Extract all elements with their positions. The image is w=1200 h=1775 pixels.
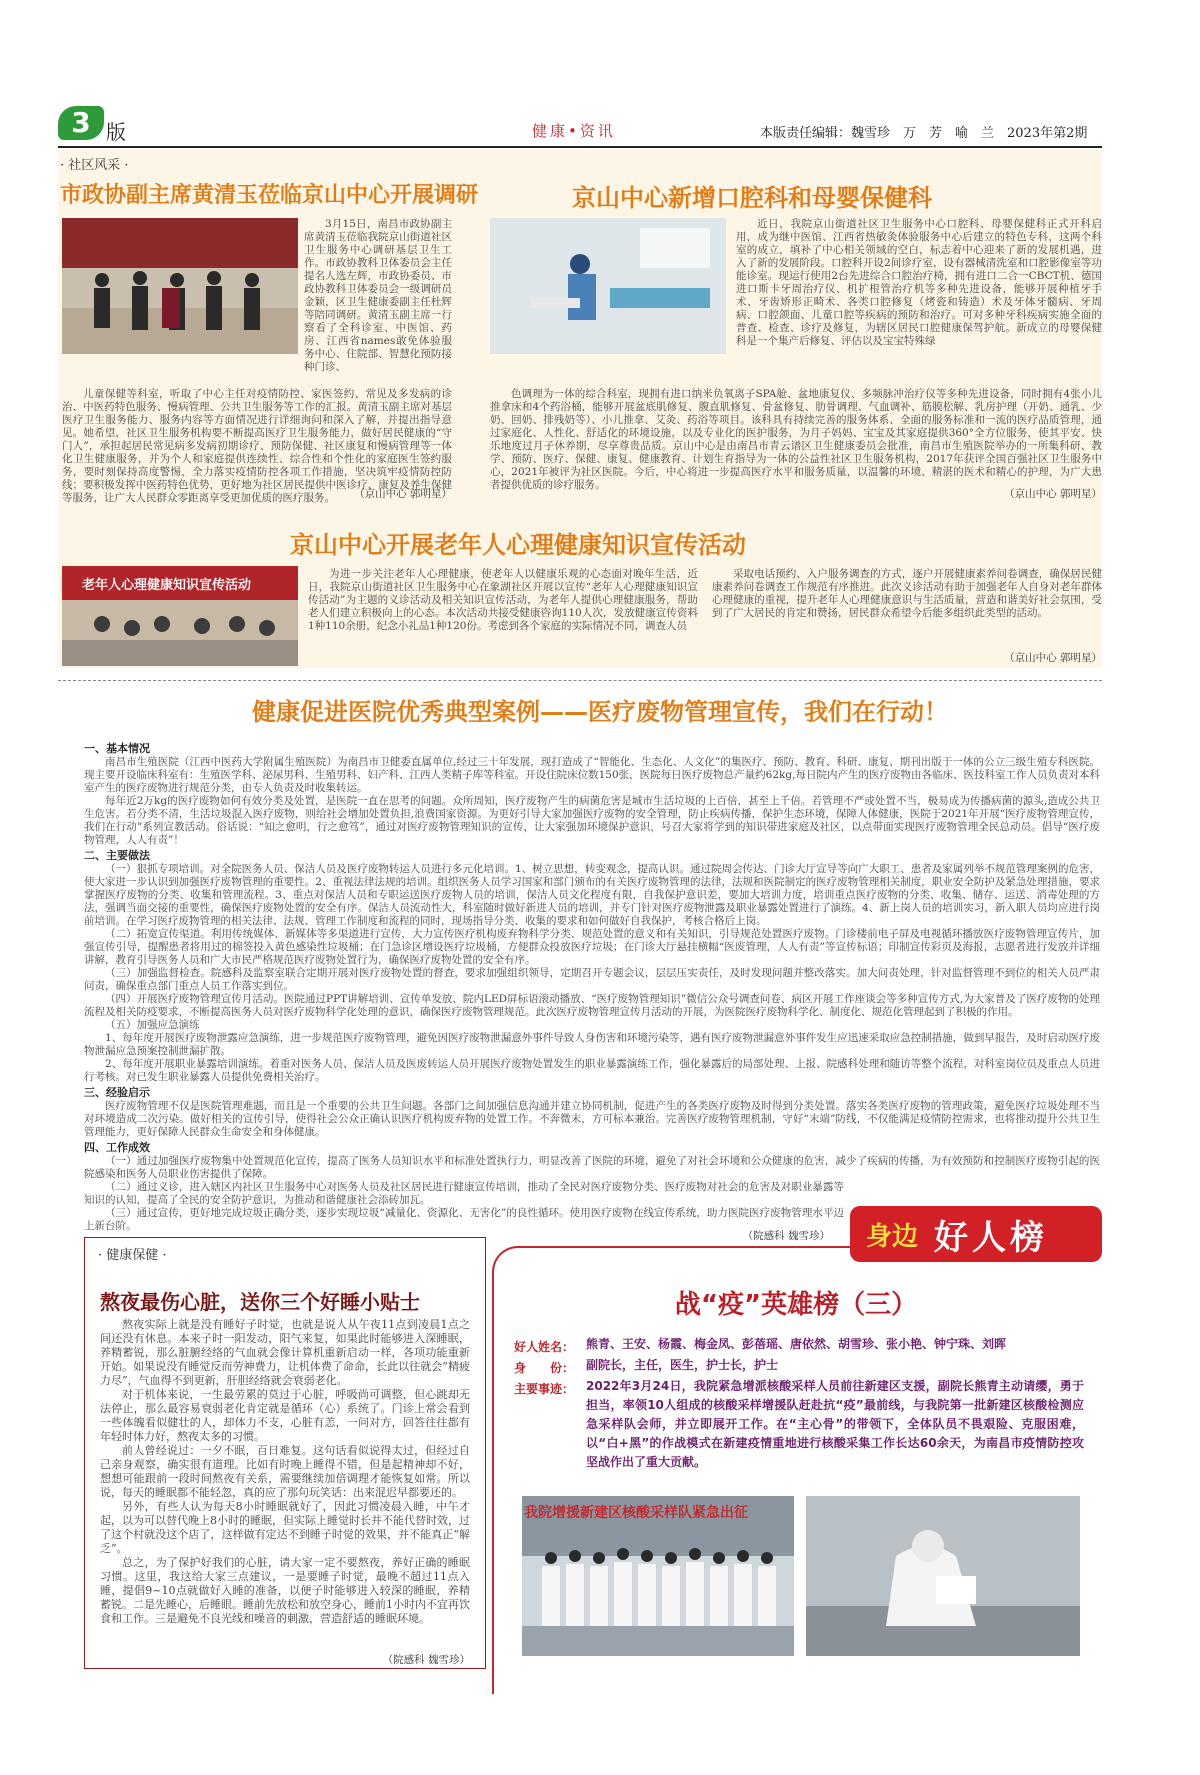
health-care-paragraph: 熬夜实际上就是没有睡好子时觉，也就是说人从午夜11点到凌晨1点之间还没有休息。本来子时一阳发动，阳气来复，如果此时能够进入深睡眠，养精蓄锐，那么脏腑经络的气血就会像计算机重新启动一样，各项功能重新开始。如果说没有睡觉反而劳神费力，让机体费了命命，长此以往就会“精疲力尽”，气血得不到更新，肝胆经络就会衰弱老化。 — [100, 1318, 470, 1387]
health-care-paragraph: 对于机体来说，一生最劳累的莫过于心脏，呼吸尚可调整，但心跳却无法停止，那么最容易衰弱老化肯定就是循环（心）系统了。门诊上常会看到一些体魄看似健壮的人，却体力不支，心脏有恙，一问对方，回答往往都有年轻时体力好，熬夜太多的习惯。 — [100, 1388, 470, 1443]
health-care-credit: （院感科 魏雪珍） — [382, 1654, 470, 1666]
article3-title: 京山中心开展老年人心理健康知识宣传活动 — [290, 531, 746, 559]
article3-photo-banner: 老年人心理健康知识宣传活动 — [82, 578, 252, 593]
names-label: 好人姓名： — [514, 1340, 575, 1354]
article1-credit: （京山中心 郭明星） — [354, 488, 452, 500]
page-number-badge — [58, 106, 104, 140]
page-number: 3 — [71, 106, 91, 139]
health-care-title: 熬夜最伤心脏，送你三个好睡小贴士 — [100, 1290, 420, 1314]
editors-line: 本版责任编辑：魏雪珍 万 芳 喻 兰 2023年第2期 — [760, 126, 1088, 141]
badge-text-part2: 好人榜 — [934, 1218, 1048, 1258]
article1-body-right: 3月15日，南昌市政协副主席黄清玉莅临我院京山街道社区卫生服务中心调研基层卫生工作。市政协教科卫体委员会主任提名人选左辉，市政协委员、市政协教科卫体委员会一级调研员金颖，区卫生健康委副主任杜辉等陪同调研。黄清玉副主席一行察看了全科诊室、中医馆、药房、江西省names敢免体验服务中心、住院部、智慧化预防接种门诊、 — [304, 218, 452, 373]
position-value: 副院长，主任，医生，护士长，护士 — [586, 1358, 779, 1372]
column-name: 健康•资讯 — [532, 122, 616, 140]
article2-body-full: 色调理为一体的综合科室，现拥有进口纳米负氧离子SPA舱、盆地康复仪、多频脉冲治疗仪等多种先进设备，同时拥有4张小儿推拿床和4个药浴桶，能够开展盆底肌修复、腹直肌修复、骨盆修复、肋骨调理、气血调补、筋膜松解、乳房护理（开奶、通乳、少奶、回奶、排残奶等）、小儿推拿、艾灸、药浴等项目。该科具有持续完善的服务体系、全面的服务标准和一流的医疗品质管理，通过家庭化、人性化、舒适化的环境设施，以及专业化的医护服务，为月子妈妈、宝宝及其家庭提供360°全方位服务，使其平安、快乐地度过月子休养期，尽享尊贵品质。京山中心是由南昌市青云谱区卫生健康委员会批准，南昌市生殖医院举办的一所集科研、教学、预防、医疗、保健、康复、健康教育、计划生育指导为一体的公益性社区卫生服务机构，2017年获评全国百强社区卫生服务中心，2021年被评为社区医院。今后，中心将进一步提高医疗水平和服务质量，以温馨的环境、精湛的医术和精心的护理，为广大患者提供优质的诊疗服务。 — [490, 388, 1102, 491]
page-label: 版 — [106, 120, 126, 144]
article1-photo — [62, 218, 298, 354]
names-value: 熊青、王安、杨霞、梅金凤、彭蓓瑶、唐依然、胡雪珍、张小艳、钟宁珠、刘晖 — [586, 1337, 1007, 1351]
header-rule — [58, 146, 1102, 148]
health-care-paragraph: 总之，为了保护好我们的心脏，请大家一定不要熬夜，养好正确的睡眠习惯。这里，我这给大家三点建议，一是要睡子时觉，最晚不超过11点入睡，提倡9~10点就做好入睡的准备，以便子时能够进入较深的睡眠，养精蓄锐。二是先睡心，后睡眼。睡前先放松和放空身心，睡前1小时内不宜再饮食和工作。三是避免不良光线和噪音的刺激，营造舒适的睡眠环境。 — [100, 1556, 470, 1625]
feature-paragraph: （三）加强监督检查。院感科及监察室联合定期开展对医疗废物处置的督查，要求加强组织领导，定期召开专题会议，层层压实责任，及时发现问题并整改落实。加大问责处理，针对监督管理不到位的相关人员严肃问责，确保重点部门重点人员工作落实到位。 — [84, 967, 1100, 992]
section-tag-health: · 健康保健 · — [98, 1248, 167, 1263]
position-label: 身 份： — [514, 1361, 575, 1375]
health-care-body — [100, 1318, 470, 1654]
article1-body-full: 儿童保健等科室，听取了中心主任对疫情防控、家医签约、常见及多发病的诊治、中医药特色服务、慢病管理、公共卫生服务等工作的汇报。黄清玉副主席对基层医疗卫生服务能力、服务内容等方面情况进行详细询问和深入了解，并提出指导意见。她希望，社区卫生服务机构要不断提高医疗卫生服务能力，做好居民健康的“守门人”，承担起居民常见病多发病初期诊疗、预防保健、社区康复和慢病管理等一体化卫生健康服务，并为个人和家庭提供连续性、综合性和个性化的家庭医生签约服务，要时刻保持高度警惕，全力落实疫情防控各项工作措施，坚决筑牢疫情防控防线；要积极发挥中医药特色优势，更好地为社区居民提供中医诊疗、康复及养生保健等服务，让广大人民群众零距离享受更加优质的医疗服务。 — [62, 388, 452, 504]
feature-credit: （院感科 魏雪珍） — [742, 1230, 830, 1242]
feature-paragraph: 2、每年度开展职业暴露培训演练。着重对医务人员、保洁人员及医废转运人员开展医疗废物处置发生的职业暴露演练工作，强化暴露后的局部处理、上报、院感科处理和随访等整个流程，对科室岗位员及重点人员进行考核。对已发生职业暴露人员提供免费相关治疗。 — [84, 1058, 1100, 1083]
article3-body-col1: 为进一步关注老年人心理健康，使老年人以健康乐观的心态面对晚年生活，近日，我院京山街道社区卫生服务中心在象湖社区开展以宣传“老年人心理健康知识宣传活动”为主题的义诊活动及相关知识宣传活动，为老年人提供心理健康服务，帮助老人们建立积极向上的心态。本次活动共接受健康咨询110人次，发放健康宣传资料1种110余册，纪念小礼品1种120份。考虑到各个家庭的实际情况不同，调查人员 — [308, 568, 698, 632]
feature-heading-4: 四、工作成效 — [84, 1141, 150, 1154]
article2-credit: （京山中心 郭明星） — [1004, 488, 1102, 500]
hero-list-title: 战“疫”英雄榜（三） — [674, 1290, 918, 1320]
article1-title: 市政协副主席黄清玉莅临京山中心开展调研 — [60, 183, 479, 208]
deeds-label: 主要事迹： — [514, 1382, 575, 1396]
feature-heading-2: 二、主要做法 — [84, 849, 150, 862]
article2-photo — [490, 218, 726, 354]
health-care-paragraph: 另外，有些人认为每天8小时睡眠就好了，因此习惯凌晨入睡，中午才起，以为可以替代晚上8小时的睡眠，但实际上睡觉时长并不能代替时效，过了这个村就没这个店了，这样做有定达不到睡子时觉的效果，并不能真正“解乏”。 — [100, 1500, 470, 1555]
meeting-photo-illustration — [62, 218, 298, 354]
feature-paragraph: 医疗废物管理不仅是医院管理难题，而且是一个重要的公共卫生问题。各部门之间加强信息沟通并建立协同机制，促进产生的各类医疗废物及时得到分类处置。落实各类医疗废物的管理政策，避免医疗垃圾处理不当对环境造成二次污染。做好相关的宣传引导，使得社会公众正确认识医疗机构废弃物的处置工作。不奔微末，方可标本兼治。完善医疗废物管理机制，守好“末端”防线，不仅能满足疫情防控需求，也将推动提升公共卫生管理能力，更好保障人民群众生命安全和身体健康。 — [84, 1100, 1100, 1138]
feature-paragraph: 南昌市生殖医院（江西中医药大学附属生殖医院）为南昌市卫健委直属单位,经过三十年发展，现打造成了“智能化、生态化、人文化”的集医疗、预防、教育、科研、康复、期刊出版于一体的公立三级生殖专科医院。现主要开设临床科室有：生殖医学科、泌尿男科、生殖男科、妇产科、江西人类精子库等科室。开设住院床位数150张，医院每日医疗废物总产量约62kg,每日院内产生的医疗废物由各临床、医技科室工作人员负责对本科室产生的医疗废物进行规范分类，由专人负责及时收集转运。 — [84, 756, 1100, 794]
feature-body — [84, 740, 1100, 1232]
worker-photo-illustration — [806, 1496, 1080, 1656]
dental-photo-illustration — [490, 218, 726, 354]
article2-body-right: 近日，我院京山街道社区卫生服务中心口腔科、母婴保健科正式开科启用，成为继中医馆、江西省热敏灸体验服务中心后建立的特色专科，这两个科室的成立，填补了中心相关领域的空白，标志着中心迎来了新的发展机遇，进入了新的发展阶段。口腔科开设2间诊疗室，设有器械清洗室和口腔影像室等功能诊室。现运行使用2台先进综合口腔治疗椅，拥有进口二合一CBCT机、德国进口斯卡牙周治疗仪、机扩根管治疗机等多种先进设备，能够开展种植牙手术、牙齿矫形正畸术、各类口腔修复（烤瓷和铸造）术及牙体牙髓病、牙周病、口腔颌面、儿童口腔等疾病的预防和治疗。可对多种牙科疾病实施全面的普查、检查、诊疗及修复，为辖区居民口腔健康保驾护航。新成立的母婴保健科是一个集产后修复、评估以及宝宝特殊绿 — [736, 218, 1102, 347]
feature-title: 健康促进医院优秀典型案例——医疗废物管理宣传，我们在行动！ — [252, 698, 948, 726]
feature-paragraph: （二）拓宽宣传渠道。利用传统媒体、新媒体等多渠道进行宣传，大力宣传医疗机构废弃物科学分类、规范处置的意义和有关知识，引导规范处置医疗废物。门诊楼前电子屏及电视循环播放医疗废物管理宣传片，加强宣传引导，提醒患者将用过的棉签投入黄色感染性垃圾桶；在门急诊区增设医疗垃圾桶，方便群众投放医疗垃圾；在门诊大厅悬挂横幅“医废管理，人人有责”等宣传标语；印制宣传彩页及海报，志愿者进行发放并详细讲解，教育引导医务人员和广大市民严格规范医疗废物处置行为，确保医疗废物处置的安全有序。 — [84, 928, 1100, 966]
feature-paragraph: （四）开展医疗废物管理宣传月活动。医院通过PPT讲解培训、宣传单发放、院内LED屏标语滚动播放、“医疗废物管理知识”微信公众号调查问卷、病区开展工作座谈会等多种宣传方式,为大家普及了医疗废物的处理流程及相关防疫要求，不断提高医务人员对医疗废物科学化处理的意识，确保医疗废物管理规范。此次医疗废物管理宣传月活动的开展，为医院医疗废物科学化、制度化、规范化管理起到了积极的作用。 — [84, 993, 1100, 1018]
article3-body-col2: 采取电话预约、入户服务调查的方式，逐户开展健康素养问卷调查，确保居民健康素养问卷调查工作规范有序推进。此次义诊活动有助于加强老年人自身对老年群体心理健康的重视，提升老年人心理健康意识与生活质量，营造和谐美好社会氛围，受到了广大居民的肯定和赞扬，居民群众希望今后能多组织此类型的活动。 — [712, 568, 1102, 619]
health-care-paragraph: 前人曾经说过：一夕不眠，百日难复。这句话看似说得太过，但经过自己亲身观察，确实很有道理。比如有时晚上睡得不错，但是起精神却不好，想想可能跟前一段时间熬夜有关系，需要继续加倍调理才能恢复如常。所以说，每天的睡眠都不能轻忽，真的应了那句玩笑话：出来混迟早都要还的。 — [100, 1444, 470, 1499]
section-divider — [58, 680, 1102, 681]
feature-heading-3: 三、经验启示 — [84, 1086, 150, 1099]
feature-paragraph: （一）通过加强医疗废物集中处置规范化宣传，提高了医务人员知识水平和标准处置执行力，明显改善了医院的环境，避免了对社会环境和公众健康的危害，减少了疾病的传播，为有效预防和控制医疗废物引起的医院感染和医务人员职业伤害提供了保障。 — [84, 1155, 1100, 1180]
worker-photo — [806, 1496, 1080, 1656]
badge-text-part1: 身边 — [866, 1222, 919, 1252]
feature-paragraph: 每年近2万kg的医疗废物如何有效分类及处置，是医院一直在思考的问题。众所周知，医疗废物产生的病菌危害是城市生活垃圾的上百倍，甚至上千倍。若管理不严或处置不当，极易成为传播病菌的源头,造成公共卫生危害。若分类不清，生活垃圾混入医疗废物，则给社会增加处置负担,浪费国家资源。为更好引导大家加强医疗废物的安全管理，防止疾病传播，保护生态环境，保障人体健康，医院于2021年开展“医疗废物管理宣传，我们在行动”系列宣教活动。俗话说：“知之愈明，行之愈笃”，通过对医疗废物管理知识的宣传，让大家强加环境保护意识，号召大家将学到的知识带进家庭及社区，以点带面实现医疗废物管理全民总动员。倡导“医疗废物管理，人人有责”！ — [84, 795, 1100, 846]
section-tag-community: · 社区风采 · — [60, 158, 129, 173]
deeds-value: 2022年3月24日，我院紧急增派核酸采样人员前往新建区支援，副院长熊青主动请缨，勇于担当，率领10人组成的核酸采样增援队赶赴抗“疫”最前线，与我院第一批新建区核酸检测应急采样队会师，并立即展开工作。在“主心骨”的带领下，全体队员不畏艰险、克服困难，以“白+黑”的作战模式在新建疫情重地进行核酸采集工作长达60余天，为南昌市疫情防控攻坚战作出了重大贡献。 — [586, 1379, 1084, 1469]
team-photo-caption: 我院增援新建区核酸采样队紧急出征 — [524, 1505, 748, 1521]
article3-credit: （京山中心 郭明星） — [1004, 652, 1102, 664]
feature-heading-1: 一、基本情况 — [84, 742, 150, 755]
feature-paragraph: （五）加强应急演练 — [105, 1019, 200, 1031]
feature-paragraph: （一）狠抓专项培训。对全院医务人员、保洁人员及医疗废物转运人员进行多元化培训。1、树立思想，转变观念，提高认识。通过院周会传达、门诊大厅宣导等向广大职工、患者及家属列举不规范管理案例的危害，使大家进一步认识到加强医疗废物管理的重要性。2、重视法律法规的培训。组织医务人员学习国家和部门颁布的有关医疗废物管理的法律，法规和医院制定的医疗废物管理相关制度，职业安全防护及紧急处理措施，要求掌握医疗废物的分类、收集和管理流程。3、重点对保洁人员和专职运送医疗废物人员的培训，保洁人员文化程度有限，自我保护意识差，要加大培训力度，培训重点医疗废物的分类、收集、储存、运送、消毒处理的方法，强调当面交接的重要性，确保医疗废物处置的安全有序。保洁人员流动性大，科室随时做好新进人员的培训，并专门针对医疗废物泄露及职业暴露处置进行了演练。4、新上岗人员的培训实习，新入职人员均应进行岗前培训。在学习医疗废物管理的相关法律、法规、管理工作制度和流程的同时，现场指导分类、收集的要求和如何做好自我保护，考核合格后上岗。 — [84, 863, 1100, 927]
article2-title: 京山中心新增口腔科和母婴保健科 — [572, 184, 932, 212]
feature-paragraph: （三）通过宣传，更好地完成垃圾正确分类，逐步实现垃圾“减量化、资源化、无害化”的良性循环。使用医疗废物在线宣传系统，助力医院医疗废物管理水平迈上新台阶。 — [84, 1207, 844, 1232]
article3-photo — [62, 566, 298, 666]
feature-paragraph: （二）通过义诊，进入辖区内社区卫生服务中心对医务人员及社区居民进行健康宣传培训，推动了全民对医疗废物分类、医疗废物对社会的危害及对职业暴露等知识的认知，提高了全民的安全防护意识，为推动和谐健康社会添砖加瓦。 — [84, 1181, 844, 1206]
feature-paragraph: 1、每年度开展医疗废物泄露应急演练，进一步规范医疗废物管理，避免因医疗废物泄漏意外事件导致人身伤害和环境污染等，遇有医疗废物泄漏意外事件发生应迅速采取应急控制措施，做到早报告，及时启动医疗废物泄漏应急预案控制泄漏扩散。 — [84, 1032, 1100, 1057]
